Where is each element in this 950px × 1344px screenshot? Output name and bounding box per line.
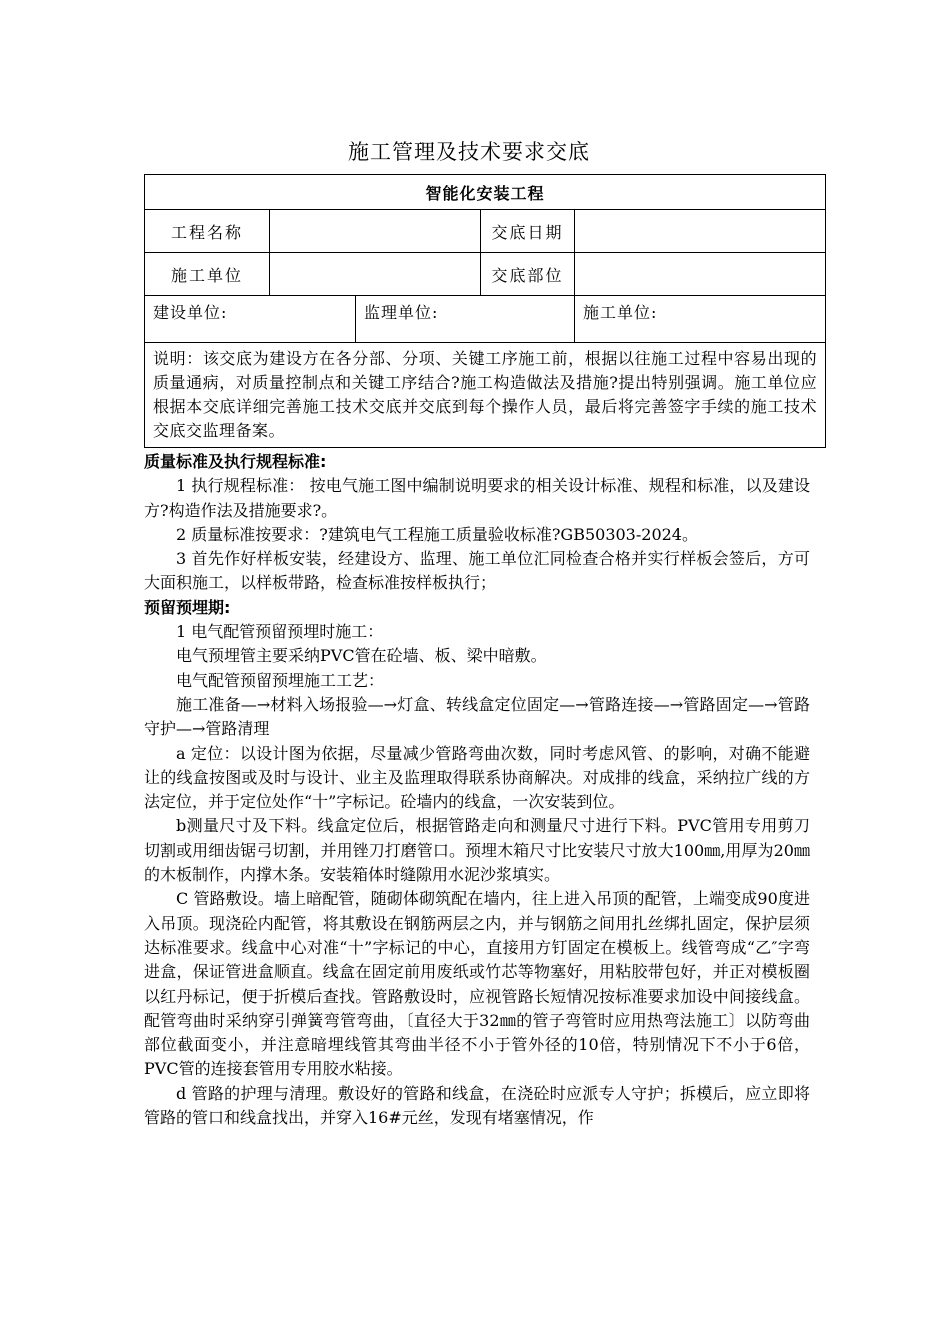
section-heading: 质量标准及执行规程标准: (144, 452, 327, 471)
project-name: 智能化安装工程 (145, 175, 826, 210)
label-construction-unit: 施工单位 (145, 253, 270, 296)
label-owner-unit: 建设单位: (145, 296, 356, 343)
paragraph: a 定位：以设计图为依据，尽量减少管路弯曲次数，同时考虑风管、的影响，对确不能避让的线盒按图或及时与设计、业主及监理取得联系协商解决。对成排的线盒，采纳拉广线的方法定位，并于定位处作“十”字标记。砼墙内的线盒，一次安装到位。 (144, 743, 810, 812)
paragraph: 1 执行规程标准： 按电气施工图中编制说明要求的相关设计标准、规程和标准，以及建设方?构造作法及措施要求?。 (144, 476, 810, 520)
handover-table (144, 174, 826, 448)
paragraph: 2 质量标准按要求：?建筑电气工程施工质量验收标准?GB50303-2024。 (176, 524, 698, 544)
value-handover-date (575, 210, 826, 253)
value-project-name (270, 210, 481, 253)
paragraph: 电气预埋管主要采纳PVC管在砼墙、板、梁中暗敷。 (176, 646, 547, 666)
document-title: 施工管理及技术要求交底 (348, 140, 590, 164)
explanation-note: 说明：该交底为建设方在各分部、分项、关键工序施工前，根据以往施工过程中容易出现的质量通病，对质量控制点和关键工序结合?施工构造做法及措施?提出特别强调。施工单位应根据本交底详细完善施工技术交底并交底到每个操作人员，最后将完善签字手续的施工技术交底交监理备案。 (145, 343, 826, 448)
label-supervision-unit: 监理单位: (356, 296, 575, 343)
value-handover-part (575, 253, 826, 296)
paragraph: 施工准备—→材料入场报验—→灯盒、转线盒定位固定—→管路连接—→管路固定—→管路守护—→管路清理 (144, 694, 810, 739)
paragraph: d 管路的护理与清理。敷设好的管路和线盒，在浇砼时应派专人守护；拆模后，应立即将管路的管口和线盒找出，并穿入16#元丝，发现有堵塞情况，作 (144, 1083, 810, 1128)
label-handover-part: 交底部位 (481, 253, 575, 296)
label-project-name: 工程名称 (145, 210, 270, 253)
body-text (144, 450, 810, 1130)
value-construction-unit (270, 253, 481, 296)
paragraph: b测量尺寸及下料。线盒定位后，根据管路走向和测量尺寸进行下料。PVC管用专用剪刀切割或用细齿锯弓切割，并用锉刀打磨管口。预埋木箱尺寸比安装尺寸放大100㎜,用厚为20㎜的木板制作，内撑木条。安装箱体时缝隙用水泥沙浆填实。 (144, 816, 810, 885)
paragraph: 3 首先作好样板安装，经建设方、监理、施工单位汇同检查合格并实行样板会签后，方可大面积施工，以样板带路，检查标准按样板执行； (144, 549, 810, 593)
section-heading: 预留预埋期: (144, 597, 231, 617)
paragraph: 电气配管预留预埋施工工艺： (176, 670, 385, 690)
paragraph: C 管路敷设。墙上暗配管，随砌体砌筑配在墙内，往上进入吊顶的配管，上端变成90度进入吊顶。现浇砼内配管，将其敷设在钢筋两层之内，并与钢筋之间用扎丝绑扎固定，保护层须达标准要求。线盒中心对准“十”字标记的中心，直接用方钉固定在模板上。线管弯成“乙″字弯进盒，保证管进盒顺直。线盒在固定前用废纸或竹芯等物塞好，用粘胶带包好，并正对模板圈以红丹标记，便于折模后查找。管路敷设时，应视管路长短情况按标准要求加设中间接线盒。配管弯曲时采纳穿引弹簧弯管弯曲，〔直径大于32㎜的管子弯管时应用热弯法施工〕以防弯曲部位截面变小，并注意暗埋线管其弯曲半径不小于管外径的10倍，特别情况下不小于6倍，PVC管的连接套管用专用胶水粘接。 (144, 889, 810, 1079)
label-contractor-unit: 施工单位: (575, 296, 826, 343)
paragraph: 1 电气配管预留预埋时施工： (176, 622, 384, 642)
label-handover-date: 交底日期 (481, 210, 575, 253)
